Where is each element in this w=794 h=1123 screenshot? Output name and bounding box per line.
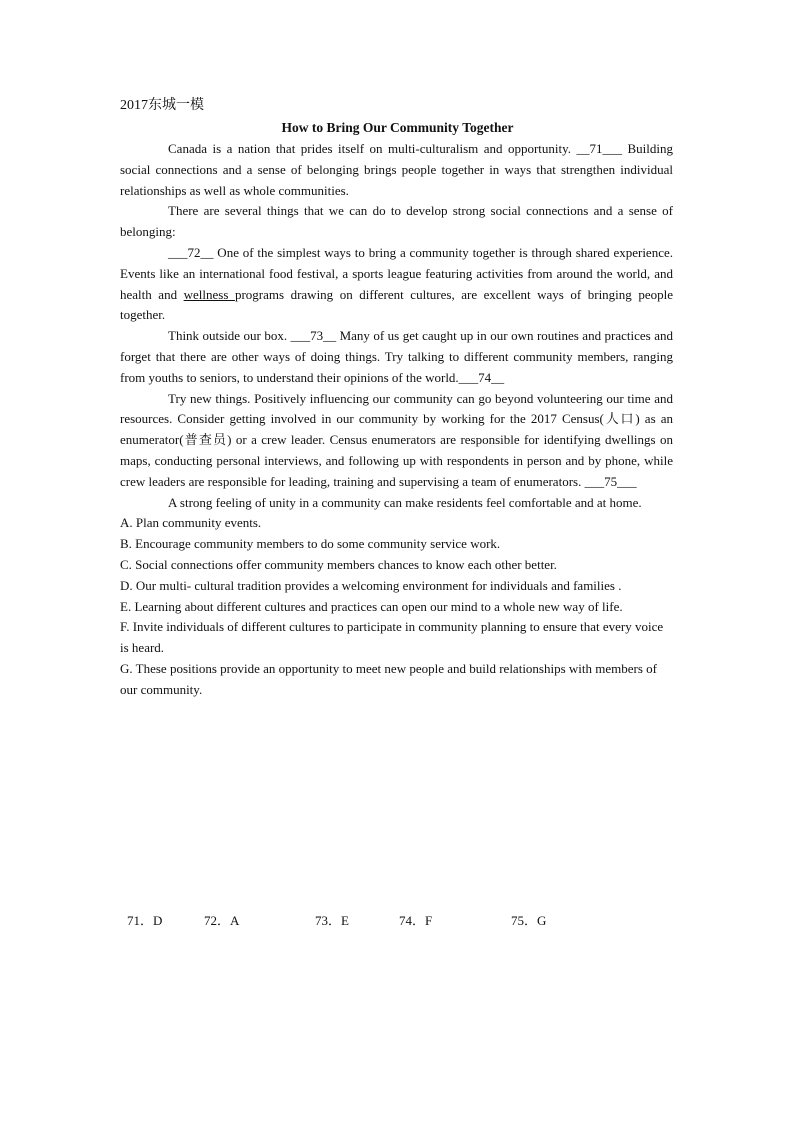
wellness-underlined-word: wellness (183, 286, 235, 302)
answer-72: 72．A (204, 913, 240, 928)
answer-71: 71．D (127, 913, 163, 928)
answer-75: 75．G (511, 913, 547, 928)
passage-body (120, 139, 673, 701)
paragraph-3 (120, 243, 673, 326)
option-a: A. Plan community events. (120, 515, 262, 531)
option-d: D. Our multi- cultural tradition provides a welcoming environment for individuals and families . (120, 577, 622, 593)
paragraph-5: Try new things. Positively influencing our community can go beyond volunteering our time and resources. Consider getting involved in our community by working for the 2017 Census(人口) as an enumerator(普查员) or a crew leader. Census enumerators are responsible for identifying dwellings on maps, conducting personal interviews, and following up with respondents in person and by phone, while crew leaders are responsible for leading, training and supervising a team of enumerators. ___75___ (120, 390, 673, 489)
paragraph-1: Canada is a nation that prides itself on multi-culturalism and opportunity. __71___ Building social connections and a sense of belonging brings people together in ways that strengthen individual relationships as well as whole communities. (120, 141, 673, 198)
exam-source-header: 2017东城一模 (120, 98, 204, 113)
option-e: E. Learning about different cultures and practices can open our mind to a whole new way of life. (120, 598, 623, 614)
option-g: G. These positions provide an opportunity to meet new people and build relationships with members of our community. (120, 660, 657, 697)
paragraph-3-text-a: ___72__ One of the simplest ways to bring a community together is through shared experience. Events like an international food festival, a sports league featuring activities from around the world, and health and (120, 244, 673, 302)
paragraph-4: Think outside our box. ___73__ Many of us get caught up in our own routines and practices and forget that there are other ways of doing things. Try talking to different community members, ranging from youths to seniors, to understand their opinions of the world.___74__ (120, 328, 673, 385)
paragraph-6: A strong feeling of unity in a community can make residents feel comfortable and at home. (168, 494, 642, 510)
option-b: B. Encourage community members to do some community service work. (120, 536, 501, 552)
answer-74: 74．F (399, 913, 433, 928)
option-c: C. Social connections offer community members chances to know each other better. (120, 556, 557, 572)
answer-73: 73．E (315, 913, 349, 928)
passage-title: How to Bring Our Community Together (281, 120, 514, 135)
paragraph-2: There are several things that we can do to develop strong social connections and a sense of belonging: (120, 203, 673, 240)
paragraph-3-text-b: programs drawing on different cultures, are excellent ways of bringing people together. (120, 286, 673, 323)
option-f: F. Invite individuals of different cultures to participate in community planning to ensure that every voice is heard. (120, 619, 664, 656)
